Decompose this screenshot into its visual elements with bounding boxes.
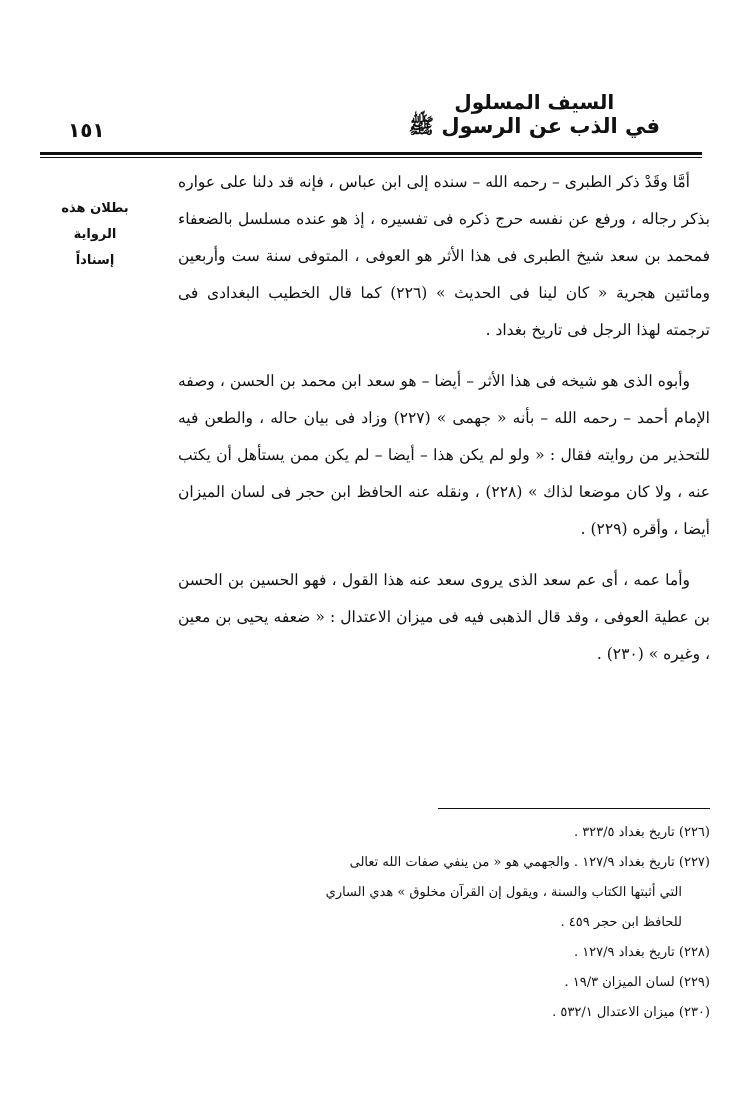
- footnote-226: (٢٢٦) تاريخ بغداد ٣٢٣/٥ .: [573, 825, 710, 840]
- paragraph-2: وأبوه الذى هو شيخه فى هذا الأثر – أيضا – هو سعد ابن محمد بن الحسن ، وصفه الإمام أحمد – رحمه الله – بأنه « جهمى » (٢٢٧) وزاد فى بيان حاله ، والطعن فيه للتحذير من روايته فقال : « ولو لم يكن هذا – أيضا – لم يكن ممن يستأهل أن يكتب عنه ، ولا كان موضعا لذاك » (٢٢٨) ، ونقله عنه الحافظ ابن حجر فى لسان الميزان أيضا ، وأقره (٢٢٩) .: [178, 372, 710, 538]
- footnote-230: (٢٣٠) ميزان الاعتدال ٥٣٢/١ .: [552, 1005, 710, 1020]
- footnote-229: (٢٢٩) لسان الميزان ١٩/٣ .: [564, 975, 710, 990]
- footnote-227-line3: للحافظ ابن حجر ٤٥٩ .: [560, 915, 682, 930]
- header-rule-thin: [40, 157, 702, 158]
- main-text: [178, 164, 710, 673]
- footnote-separator: [438, 808, 710, 809]
- running-title-line1: السيف المسلول: [454, 90, 615, 114]
- paragraph-1: أمَّا وقَدْ ذكر الطبرى – رحمه الله – سنده إلى ابن عباس ، فإنه قد دلنا على عواره بذكر رجاله ، ورفع عن نفسه حرج ذكره فى تفسيره ، إذ هو عنده مسلسل بالضعفاء فمحمد بن سعد شيخ الطبرى فى هذا الأثر هو العوفى ، المتوفى سنة ست وأربعين ومائتين هجرية « كان لينا فى الحديث » (٢٢٦) كما قال الخطيب البغدادى فى ترجمته لهذا الرجل فى تاريخ بغداد .: [178, 173, 710, 339]
- running-title-line2: في الذب عن الرسول ﷺ: [408, 114, 660, 138]
- running-title: [409, 90, 660, 138]
- footnote-227-line1: (٢٢٧) تاريخ بغداد ١٢٧/٩ . والجهمي هو « من ينفي صفات الله تعالى: [349, 855, 710, 870]
- paragraph-3: وأما عمه ، أى عم سعد الذى يروى سعد عنه هذا القول ، فهو الحسين بن الحسن بن عطية العوفى ، وقد قال الذهبى فيه فى ميزان الاعتدال : « ضعفه يحيى بن معين ، وغيره » (٢٣٠) .: [178, 571, 710, 663]
- footnote-227-line2: التي أثبتها الكتاب والسنة ، ويقول إن القرآن مخلوق » هدي الساري: [325, 885, 682, 900]
- margin-note-line1: بطلان هذه الرواية: [61, 201, 129, 242]
- header-rule-thick: [40, 152, 702, 155]
- footnotes: [48, 818, 710, 1028]
- footnote-228: (٢٢٨) تاريخ بغداد ١٢٧/٩ .: [573, 945, 710, 960]
- margin-note-line2: إسناداً: [75, 253, 115, 268]
- page-number: ١٥١: [68, 118, 105, 142]
- margin-note: [40, 196, 150, 274]
- page-header: [40, 90, 700, 150]
